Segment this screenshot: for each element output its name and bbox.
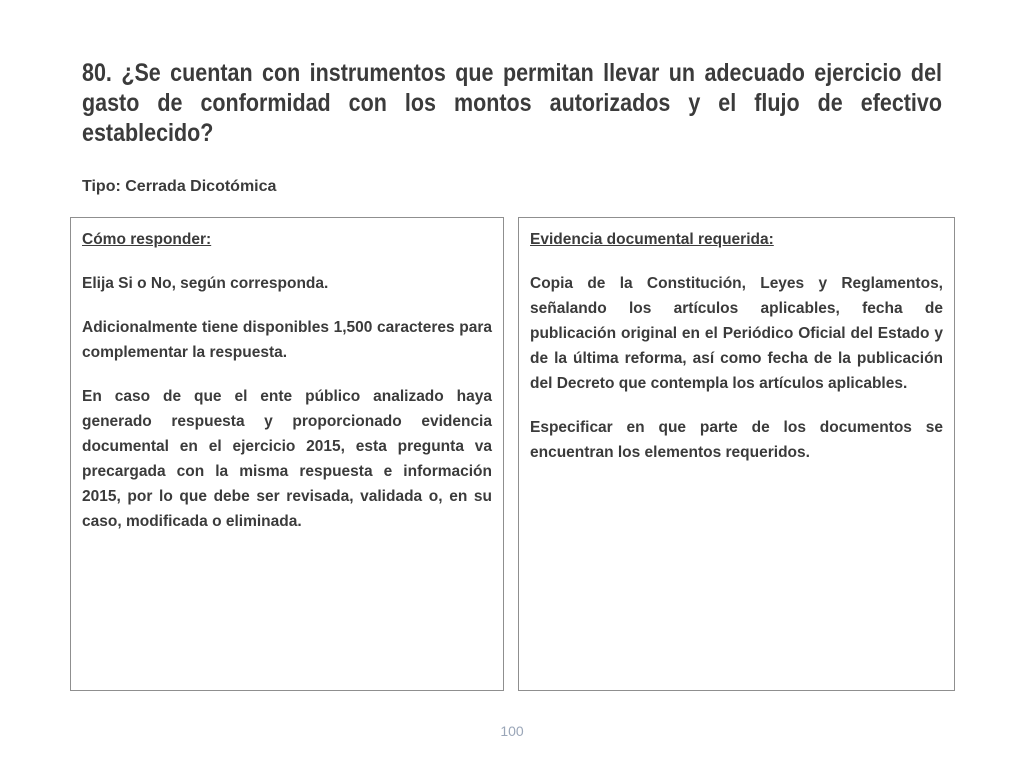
page-number: 100 [500,723,524,739]
required-evidence-panel [518,217,955,691]
how-to-answer-paragraph: Adicionalmente tiene disponibles 1,500 caracteres para complementar la respuesta. [82,319,492,361]
required-evidence-heading: Evidencia documental requerida: [530,231,774,248]
how-to-answer-panel [70,217,504,691]
question-type-label: Tipo: Cerrada Dicotómica [82,178,277,195]
how-to-answer-paragraph: Elija Si o No, según corresponda. [82,275,329,292]
how-to-answer-paragraph: En caso de que el ente público analizado haya generado respuesta y proporcionado evidencia documental en el ejercicio 2015, esta pregunta va precargada con la misma respuesta e información 2015, por lo que debe ser revisada, validada o, en su caso, modificada o eliminada. [82,388,492,530]
question-title [82,58,942,148]
required-evidence-paragraph: Especificar en que parte de los documentos se encuentran los elementos requeridos. [530,419,943,461]
question-title-text: 80. ¿Se cuentan con instrumentos que permitan llevar un adecuado ejercicio del gasto de conformidad con los montos autorizados y el flujo de efectivo establecido? [82,59,942,147]
how-to-answer-heading: Cómo responder: [82,231,212,248]
required-evidence-paragraph: Copia de la Constitución, Leyes y Reglamentos, señalando los artículos aplicables, fecha de publicación original en el Periódico Oficial del Estado y de la última reforma, así como fecha de la publicación del Decreto que contempla los artículos aplicables. [530,275,943,392]
